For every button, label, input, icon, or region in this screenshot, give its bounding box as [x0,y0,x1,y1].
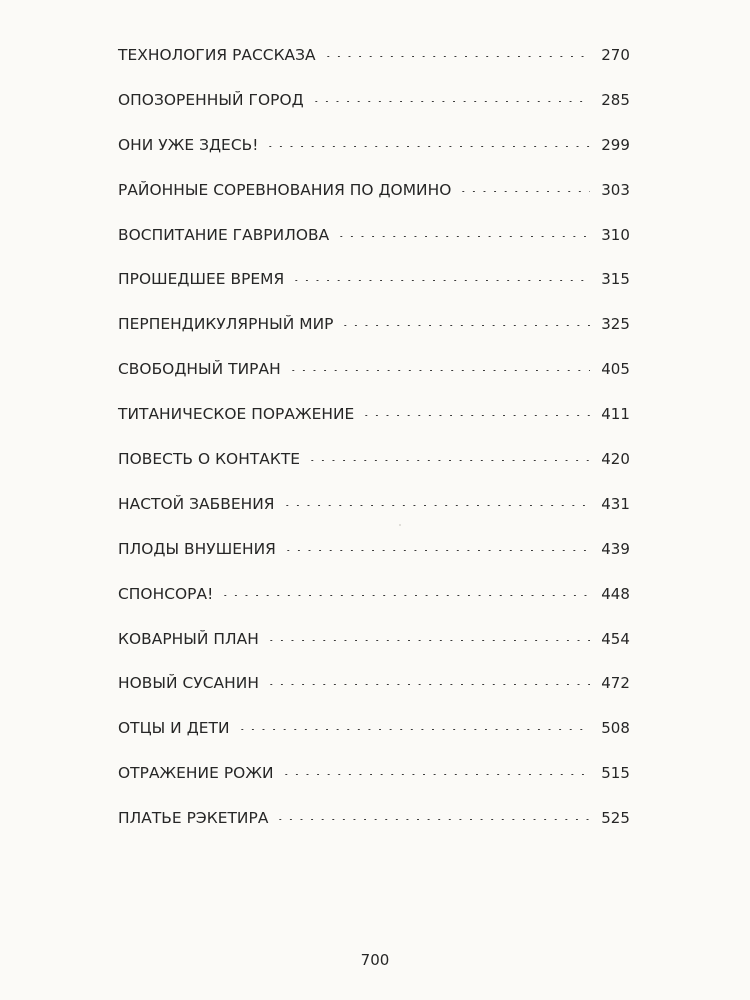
toc-entry [118,674,630,719]
dot-leader [291,280,590,281]
toc-entry [118,585,630,630]
toc-entry [118,46,630,91]
toc-entry-page: 270 [601,46,630,64]
toc-entry-title: ОТРАЖЕНИЕ РОЖИ [118,764,274,783]
dot-leader [265,146,590,147]
toc-entry-title: НАСТОЙ ЗАБВЕНИЯ [118,494,275,513]
dot-leader [282,505,590,506]
dot-leader [237,729,590,730]
toc-entry [118,226,630,271]
toc-entry-title: СВОБОДНЫЙ ТИРАН [118,360,281,379]
toc-entry-page: 315 [601,270,630,289]
toc-entry-title: ОТЦЫ И ДЕТИ [118,719,230,738]
toc-entry-page: 454 [601,629,630,648]
table-of-contents [118,46,630,854]
toc-entry-title: НОВЫЙ СУСАНИН [118,674,259,693]
toc-entry [118,719,630,764]
toc-entry [118,315,630,360]
toc-entry-title: ВОСПИТАНИЕ ГАВРИЛОВА [118,225,330,244]
toc-entry-page: 303 [601,180,630,199]
toc-entry-title: РАЙОННЫЕ СОРЕВНОВАНИЯ ПО ДОМИНО [118,180,452,199]
toc-entry-title: КОВАРНЫЙ ПЛАН [118,629,259,648]
toc-entry-page: 431 [601,494,630,513]
toc-entry [118,360,630,405]
toc-entry [118,764,630,809]
toc-entry-page: 411 [601,405,630,424]
dot-leader [336,236,590,237]
toc-entry-page: 420 [601,450,630,469]
toc-entry-page: 508 [601,719,630,738]
dot-leader [311,101,590,102]
toc-entry-page: 285 [601,90,630,109]
toc-entry-page: 448 [601,584,630,603]
toc-entry-page: 472 [601,674,630,693]
dot-leader [266,640,590,641]
toc-entry [118,181,630,226]
toc-entry-title: ПЛОДЫ ВНУШЕНИЯ [118,539,276,558]
toc-entry-page: 525 [601,809,630,828]
toc-entry-title: ПЕРПЕНДИКУЛЯРНЫЙ МИР [118,315,334,334]
toc-entry [118,540,630,585]
dot-leader [307,460,590,461]
toc-entry [118,495,630,540]
dot-leader [323,56,590,57]
dot-leader [458,191,590,192]
toc-entry-page: 405 [601,360,630,379]
toc-entry-page: 515 [601,764,630,783]
dot-leader [340,325,590,326]
dot-leader [281,774,590,775]
toc-entry [118,136,630,181]
toc-entry [118,630,630,675]
dot-leader [220,595,590,596]
paper-speck [399,524,401,526]
toc-entry-page: 299 [601,135,630,154]
page-number: 700 [360,951,390,969]
toc-entry-title: ОНИ УЖЕ ЗДЕСЬ! [118,135,259,154]
toc-entry-title: ОПОЗОРЕННЫЙ ГОРОД [118,90,304,109]
toc-entry-title: ТЕХНОЛОГИЯ РАССКАЗА [118,46,316,64]
toc-entry [118,91,630,136]
toc-entry-page: 325 [601,315,630,334]
toc-entry-title: ТИТАНИЧЕСКОЕ ПОРАЖЕНИЕ [118,405,355,424]
toc-entry [118,809,630,854]
toc-entry [118,450,630,495]
toc-entry-title: ПРОШЕДШЕЕ ВРЕМЯ [118,270,285,289]
toc-entry-page: 439 [601,539,630,558]
toc-entry [118,405,630,450]
dot-leader [361,415,590,416]
toc-entry-title: ПЛАТЬЕ РЭКЕТИРА [118,809,269,828]
toc-entry-title: СПОНСОРА! [118,584,214,603]
toc-entry-page: 310 [601,225,630,244]
dot-leader [275,819,590,820]
dot-leader [288,370,590,371]
dot-leader [266,684,590,685]
toc-entry [118,270,630,315]
toc-entry-title: ПОВЕСТЬ О КОНТАКТЕ [118,450,301,469]
dot-leader [283,550,590,551]
